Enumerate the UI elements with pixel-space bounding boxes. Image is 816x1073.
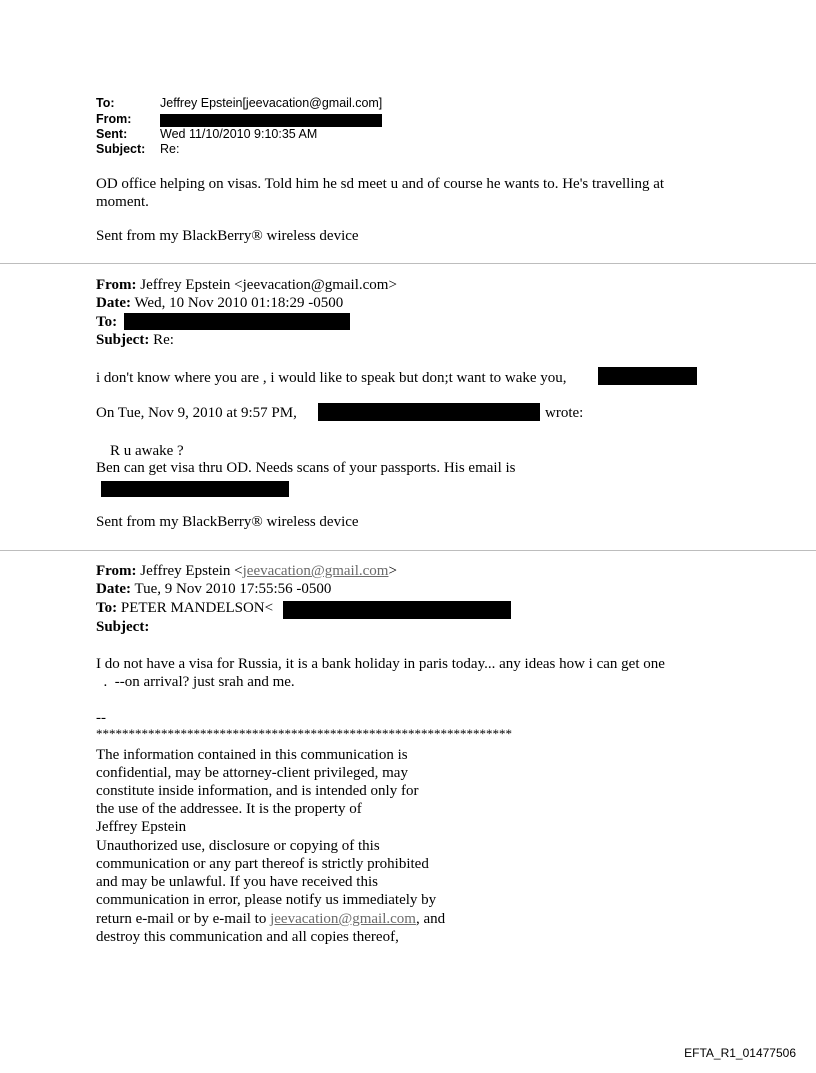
message3-body-line2: . --on arrival? just srah and me. bbox=[96, 674, 295, 690]
message2-date-row bbox=[96, 294, 343, 312]
disclaimer-return-start: return e-mail or by e-mail to bbox=[96, 911, 271, 927]
disclaimer-return-end: , and bbox=[415, 911, 446, 927]
disclaimer-line: the use of the addressee. It is the property of bbox=[96, 801, 362, 817]
message2-subject-label: Subject: bbox=[96, 332, 150, 348]
signature-stars: **************************************************************** bbox=[96, 726, 512, 741]
message3-date-value: Tue, 9 Nov 2010 17:55:56 -0500 bbox=[134, 581, 332, 597]
disclaimer-line: confidential, may be attorney-client privileged, may bbox=[96, 765, 408, 781]
message2-quote-intro-end: wrote: bbox=[545, 405, 584, 421]
disclaimer-line: communication or any part thereof is strictly prohibited bbox=[96, 856, 429, 872]
message3-from-name: Jeffrey Epstein < bbox=[140, 563, 243, 579]
message2-from-row bbox=[96, 276, 397, 294]
message2-to-row bbox=[96, 313, 117, 331]
message2-from-label: From: bbox=[96, 277, 137, 293]
message1-signature: Sent from my BlackBerry® wireless device bbox=[96, 228, 359, 244]
document-id: EFTA_R1_01477506 bbox=[684, 1046, 796, 1060]
message1-body-line1: OD office helping on visas. Told him he sd meet u and of course he wants to. He's travelling at bbox=[96, 176, 665, 192]
redaction-bar bbox=[318, 403, 540, 421]
message1-body-line2: moment. bbox=[96, 194, 149, 210]
message2-quote-line2: Ben can get visa thru OD. Needs scans of your passports. His email is bbox=[96, 460, 516, 476]
disclaimer-line: constitute inside information, and is intended only for bbox=[96, 783, 419, 799]
redaction-bar bbox=[598, 367, 697, 385]
message2-quote-line1: R u awake ? bbox=[110, 443, 184, 459]
disclaimer-line: and may be unlawful. If you have received this bbox=[96, 874, 378, 890]
message3-subject-row bbox=[96, 618, 149, 636]
redaction-bar bbox=[101, 481, 289, 497]
disclaimer-line: Unauthorized use, disclosure or copying of this bbox=[96, 838, 380, 854]
disclaimer-line: communication in error, please notify us immediately by bbox=[96, 892, 437, 908]
message-divider bbox=[0, 263, 816, 264]
header-subject-label: Subject: bbox=[96, 142, 146, 156]
message3-from-label: From: bbox=[96, 563, 137, 579]
redaction-bar bbox=[160, 114, 382, 127]
message2-signature: Sent from my BlackBerry® wireless device bbox=[96, 514, 359, 530]
message3-body-line1: I do not have a visa for Russia, it is a bank holiday in paris today... any ideas how i can get one bbox=[96, 656, 665, 672]
message3-date-label: Date: bbox=[96, 581, 131, 597]
message3-from-close: > bbox=[388, 563, 397, 579]
redaction-bar bbox=[283, 601, 511, 619]
redaction-bar bbox=[124, 313, 350, 330]
message2-date-label: Date: bbox=[96, 295, 131, 311]
message2-quote-intro-start: On Tue, Nov 9, 2010 at 9:57 PM, bbox=[96, 405, 297, 421]
message2-date-value: Wed, 10 Nov 2010 01:18:29 -0500 bbox=[134, 295, 344, 311]
message3-subject-label: Subject: bbox=[96, 619, 150, 635]
message3-from-email-link[interactable]: jeevacation@gmail.com bbox=[242, 563, 389, 579]
message-divider bbox=[0, 550, 816, 551]
header-sent-value: Wed 11/10/2010 9:10:35 AM bbox=[160, 127, 318, 141]
signature-dashes: -- bbox=[96, 710, 106, 726]
message2-subject-value: Re: bbox=[153, 332, 174, 348]
disclaimer-return-line bbox=[96, 910, 445, 928]
header-to-label: To: bbox=[96, 96, 115, 110]
message2-from-value: Jeffrey Epstein <jeevacation@gmail.com> bbox=[140, 277, 397, 293]
message2-body: i don't know where you are , i would like to speak but don;t want to wake you, bbox=[96, 370, 567, 386]
header-subject-value: Re: bbox=[160, 142, 180, 156]
message3-date-row bbox=[96, 580, 331, 598]
message2-subject-row bbox=[96, 331, 174, 349]
header-to-value: Jeffrey Epstein[jeevacation@gmail.com] bbox=[160, 96, 383, 110]
disclaimer-email-link[interactable]: jeevacation@gmail.com bbox=[270, 911, 416, 927]
message3-to-label: To: bbox=[96, 600, 118, 616]
disclaimer-line: destroy this communication and all copies thereof, bbox=[96, 929, 399, 945]
header-from-label: From: bbox=[96, 112, 132, 126]
message3-from-row bbox=[96, 562, 397, 580]
message3-to-row bbox=[96, 599, 273, 617]
header-sent-label: Sent: bbox=[96, 127, 128, 141]
disclaimer-line: The information contained in this communication is bbox=[96, 747, 408, 763]
message2-to-label: To: bbox=[96, 314, 118, 330]
message3-to-value: PETER MANDELSON< bbox=[120, 600, 274, 616]
disclaimer-line: Jeffrey Epstein bbox=[96, 819, 187, 835]
